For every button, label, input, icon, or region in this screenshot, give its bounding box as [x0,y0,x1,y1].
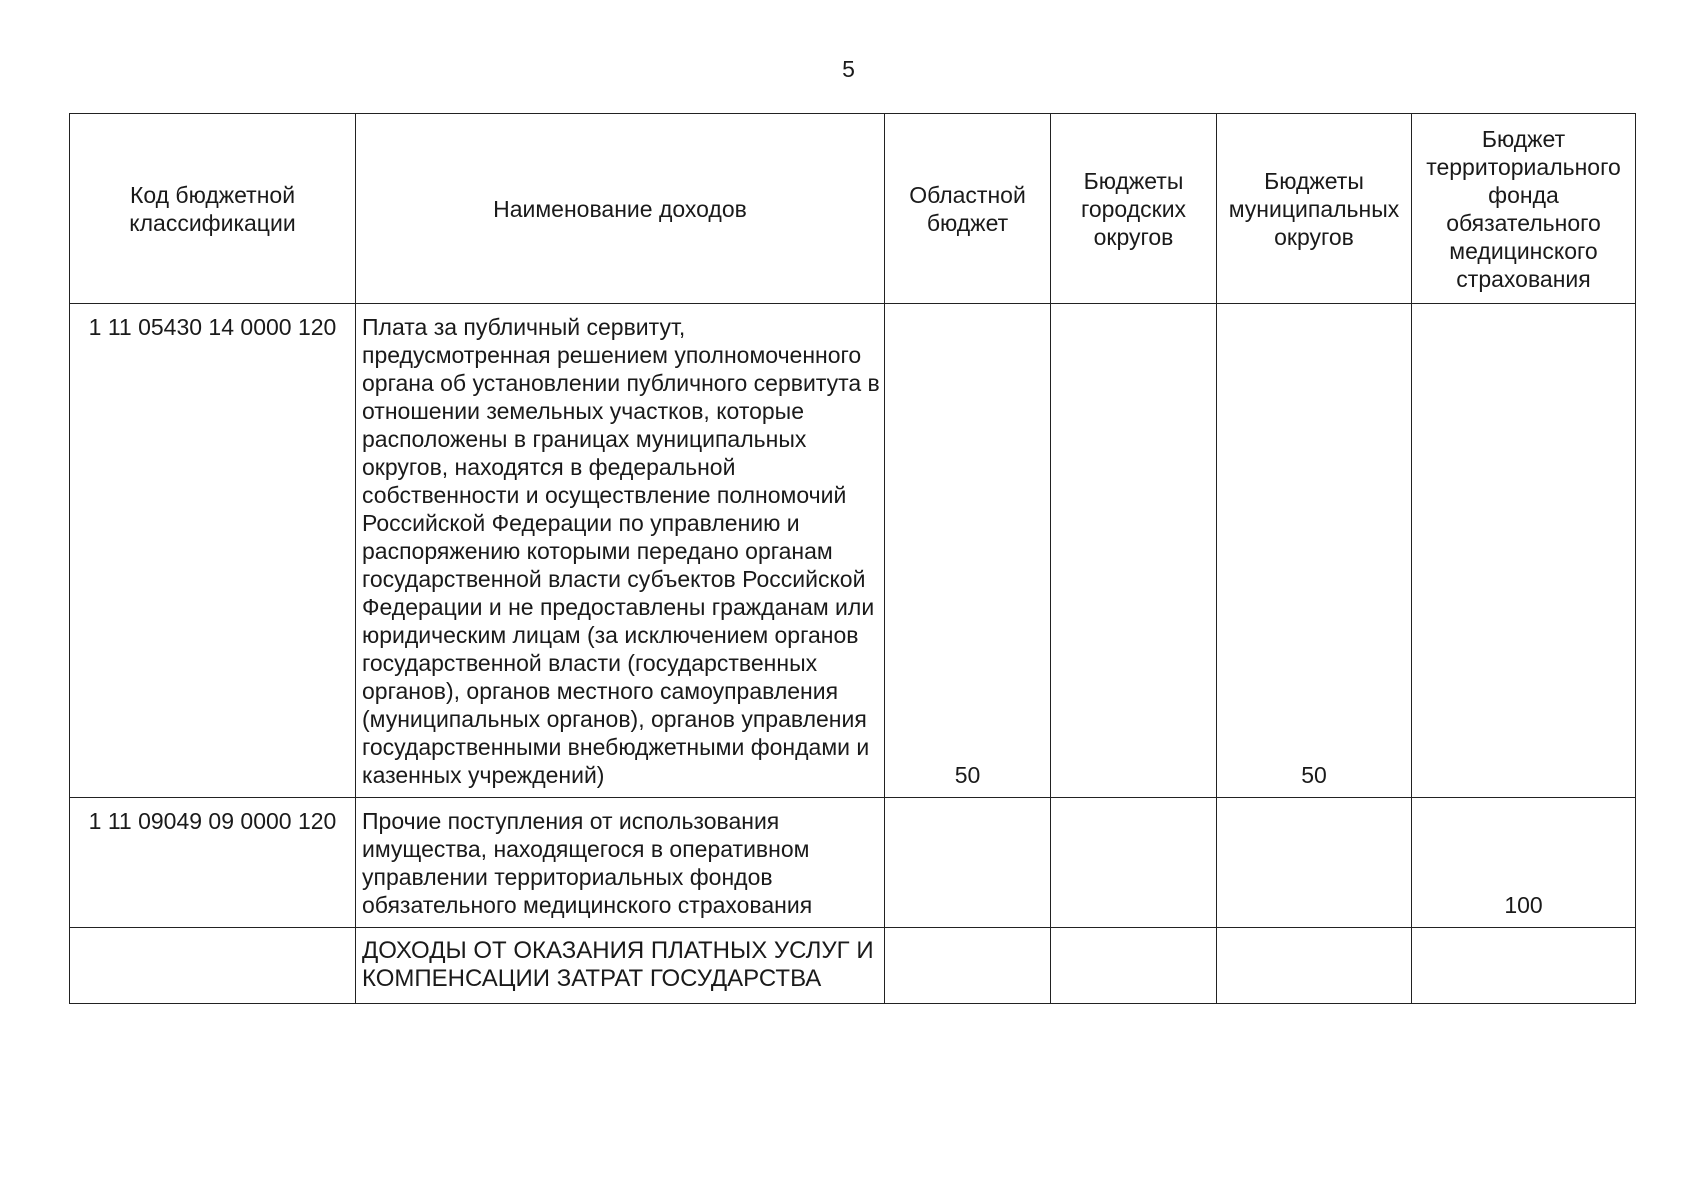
row-fund-value [1412,928,1636,1004]
table-row [70,304,1636,798]
header-fund-budget: Бюджет территориального фонда обязательного медицинского страхования [1412,114,1636,304]
header-name: Наименование доходов [356,114,885,304]
table-row [70,798,1636,928]
row-regional-value [885,798,1051,928]
page-number: 5 [842,56,855,82]
row-code: 1 11 05430 14 0000 120 [70,304,356,798]
section-heading: ДОХОДЫ ОТ ОКАЗАНИЯ ПЛАТНЫХ УСЛУГ И КОМПЕНСАЦИИ ЗАТРАТ ГОСУДАРСТВА [356,928,885,1004]
row-name: Прочие поступления от использования имущества, находящегося в оперативном управлении территориальных фондов обязательного медицинского страхования [356,798,885,928]
income-classification-table [69,113,1636,1004]
row-city-value [1051,928,1217,1004]
row-regional-value [885,928,1051,1004]
row-city-value [1051,798,1217,928]
header-regional-budget: Областной бюджет [885,114,1051,304]
row-city-value [1051,304,1217,798]
header-municipal-budgets: Бюджеты муниципальных округов [1217,114,1412,304]
header-code: Код бюджетной классификации [70,114,356,304]
header-city-budgets: Бюджеты городских округов [1051,114,1217,304]
row-fund-value: 100 [1412,798,1636,928]
table-header-row [70,114,1636,304]
row-code [70,928,356,1004]
row-code: 1 11 09049 09 0000 120 [70,798,356,928]
table-row-section [70,928,1636,1004]
row-municipal-value: 50 [1217,304,1412,798]
row-municipal-value [1217,798,1412,928]
row-name: Плата за публичный сервитут, предусмотренная решением уполномоченного органа об установлении публичного сервитута в отношении земельных участков, которые расположены в границах муниципальных округов, находятся в федеральной собственности и осуществление полномочий Российской Федерации по управлению и распоряжению которыми передано органам государственной власти субъектов Российской Федерации и не предоставлены гражданам или юридическим лицам (за исключением органов государственной власти (государственных органов), органов местного самоуправления (муниципальных органов), органов управления государственными внебюджетными фондами и казенных учреждений) [356,304,885,798]
row-municipal-value [1217,928,1412,1004]
row-fund-value [1412,304,1636,798]
row-regional-value: 50 [885,304,1051,798]
